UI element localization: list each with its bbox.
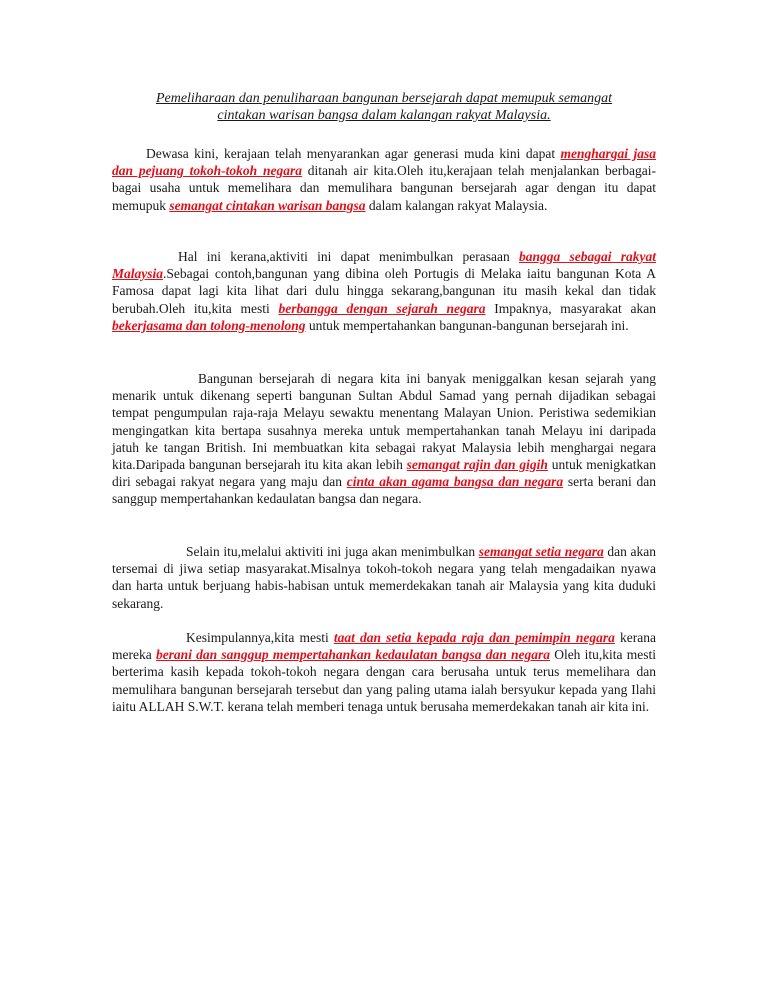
p2-text-4: untuk mempertahankan bangunan-bangunan bersejarah ini.	[305, 317, 629, 333]
p3-text-3: serta berani dan sanggup mempertahankan kedaulatan bangsa dan negara.	[112, 474, 656, 507]
p5-text-1: Kesimpulannya,kita mesti	[186, 630, 334, 645]
paragraph-2	[112, 248, 656, 334]
essay-title	[110, 90, 658, 124]
p4-text-2: dan akan tersemai di jiwa setiap masyarakat.Misalnya tokoh-tokoh negara yang telah mengadaikan nyawa dan harta untuk berjuang habis-habisan untuk memerdekakan tanah air Malaysia yang kita duduki sekarang.	[112, 544, 656, 611]
p3-highlight-2: cinta akan agama bangsa dan negara	[346, 474, 564, 490]
p5-highlight-1: taat dan setia kepada raja dan pemimpin negara	[333, 630, 615, 645]
p2-text-2: .Sebagai contoh,bangunan yang dibina oleh Portugis di Melaka iaitu bangunan Kota A Famosa dapat lagi kita lihat dari dulu hingga sekarang,bangunan itu masih kekal dan tidak berubah.Oleh itu,kita mesti	[112, 266, 656, 316]
p3-text-1: Bangunan bersejarah di negara kita ini banyak meniggalkan kesan sejarah yang menarik untuk dikenang seperti bangunan Sultan Abdul Samad yang pernah dijadikan sebagai tempat pengumpulan raja-raja Melayu sewaktu menentang Malayan Union. Peristiwa sedemikian mengingatkan kita bertapa susahnya mereka untuk mempertahankan tanah Melayu ini daripada jatuh ke tangan British. Ini membuatkan kita sebagai rakyat Malaysia lebih menghargai negara kita.Daripada bangunan bersejarah itu kita akan lebih	[112, 371, 656, 473]
paragraph-1	[112, 145, 656, 214]
p2-text-1: Hal ini kerana,aktiviti ini dapat menimbulkan perasaan	[178, 249, 519, 264]
paragraph-4	[112, 543, 656, 612]
paragraph-5	[112, 629, 656, 715]
p1-highlight-2: semangat cintakan warisan bangsa	[169, 197, 366, 213]
p5-text-2: kerana mereka	[112, 630, 656, 663]
p1-text-2: ditanah air kita.Oleh itu,kerajaan telah menjalankan berbagai-bagai usaha untuk memelihara dan memulihara bangunan bersejarah agar dengan itu dapat memupuk	[112, 163, 656, 213]
p1-text-1: Dewasa kini, kerajaan telah menyarankan agar generasi muda kini dapat	[146, 146, 561, 161]
p3-text-2: untuk menigkatkan diri sebagai rakyat negara yang maju dan	[112, 457, 656, 490]
p1-text-3: dalam kalangan rakyat Malaysia.	[365, 197, 548, 213]
p3-highlight-1: semangat rajin dan gigih	[406, 457, 548, 473]
title-line-2: cintakan warisan bangsa dalam kalangan rakyat Malaysia.	[217, 108, 551, 123]
p1-highlight-1: menghargai jasa dan pejuang tokoh-tokoh negara	[112, 146, 656, 179]
p2-text-3: Impaknya, masyarakat akan	[485, 300, 657, 316]
p4-highlight-1: semangat setia negara	[478, 544, 604, 559]
p4-text-1: Selain itu,melalui aktiviti ini juga akan menimbulkan	[186, 544, 479, 559]
p2-highlight-1: bangga sebagai rakyat Malaysia	[112, 249, 656, 282]
title-line-1: Pemeliharaan dan penuliharaan bangunan bersejarah dapat memupuk semangat	[155, 91, 613, 106]
p5-text-3: Oleh itu,kita mesti berterima kasih kepada tokoh-tokoh negara dengan cara berusaha untuk terus memelihara dan memulihara bangunan bersejarah tersebut dan yang paling utama ialah bersyukur kepada yang Ilahi iaitu ALLAH S.W.T. kerana telah memberi tenaga untuk berusaha memerdekakan tanah air kita ini.	[112, 647, 656, 714]
p2-highlight-2: berbangga dengan sejarah negara	[278, 300, 486, 316]
p5-highlight-2: berani dan sanggup mempertahankan kedaulatan bangsa dan negara	[155, 647, 550, 663]
paragraph-3	[112, 370, 656, 508]
p2-highlight-3: bekerjasama dan tolong-menolong	[112, 317, 306, 333]
